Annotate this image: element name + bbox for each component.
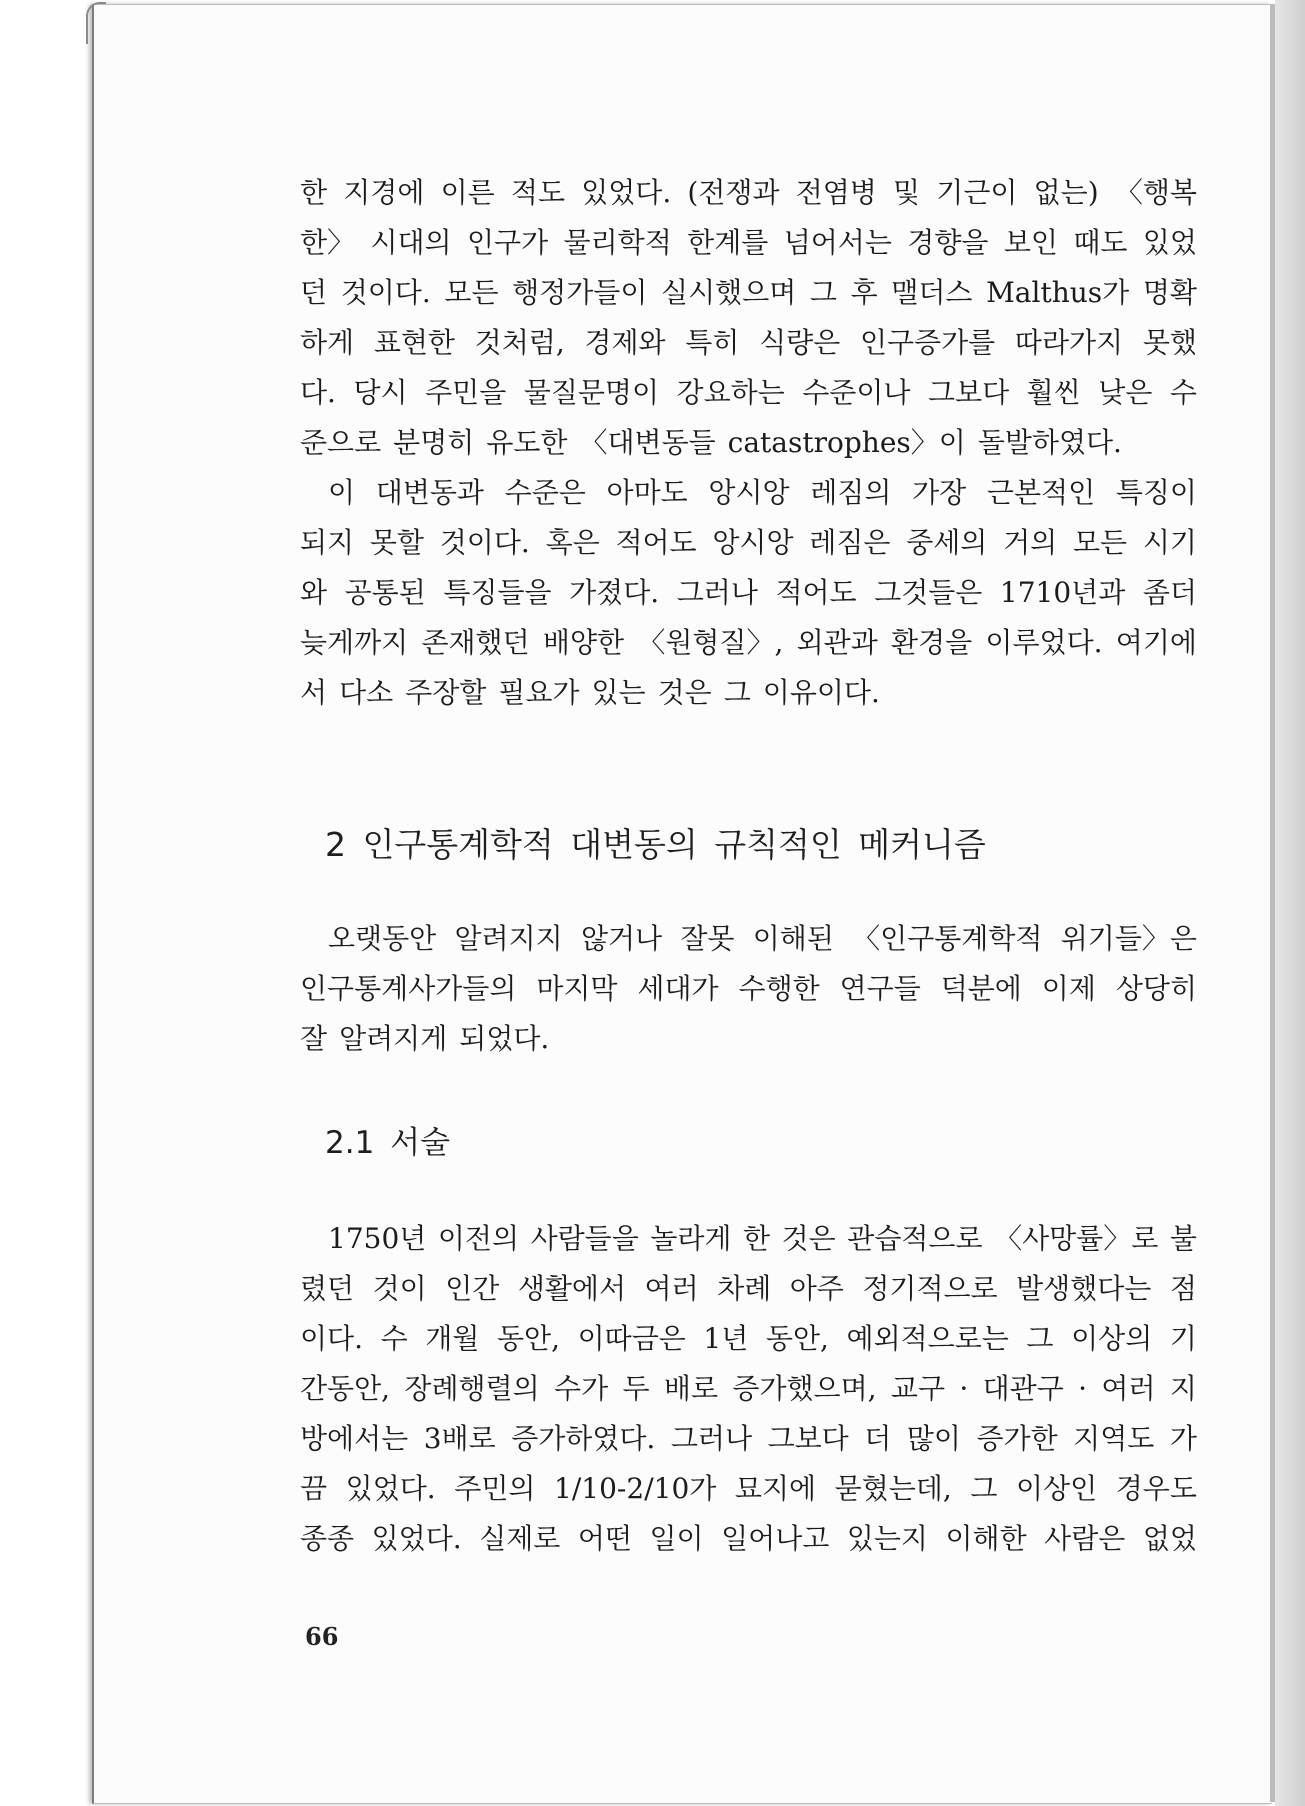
subsection-heading: 2.1 서술 — [325, 1125, 451, 1161]
text-line: 던 것이다. 모든 행정가들이 실시했으며 그 후 맬더스 Malthus가 명확 — [300, 276, 1197, 309]
text-line: 한〉 시대의 인구가 물리학적 한계를 넘어서는 경향을 보인 때도 있었 — [300, 226, 1197, 259]
text-line: 준으로 분명히 유도한 〈대변동들 catastrophes〉이 돌발하였다. — [300, 426, 1122, 459]
text-line: 인구통계사가들의 마지막 세대가 수행한 연구들 덕분에 이제 상당히 — [300, 972, 1197, 1005]
text-line: 되지 못할 것이다. 혹은 적어도 앙시앙 레짐은 중세의 거의 모든 시기 — [300, 526, 1197, 559]
text-line: 끔 있었다. 주민의 1/10-2/10가 묘지에 묻혔는데, 그 이상인 경우도 — [300, 1472, 1197, 1505]
text-line: 와 공통된 특징들을 가졌다. 그러나 적어도 그것들은 1710년과 좀더 — [300, 576, 1197, 609]
text-line: 서 다소 주장할 필요가 있는 것은 그 이유이다. — [300, 676, 880, 709]
text-line: 오랫동안 알려지지 않거나 잘못 이해된 〈인구통계학적 위기들〉은 — [328, 922, 1197, 955]
page-number: 66 — [305, 1622, 339, 1651]
text-line: 하게 표현한 것처럼, 경제와 특히 식량은 인구증가를 따라가지 못했 — [300, 326, 1197, 359]
text-line: 다. 당시 주민을 물질문명이 강요하는 수준이나 그보다 훨씬 낮은 수 — [300, 376, 1197, 409]
text-line: 종종 있었다. 실제로 어떤 일이 일어나고 있는지 이해한 사람은 없었 — [300, 1522, 1197, 1555]
page-corner-curl — [86, 2, 106, 44]
text-line: 이 대변동과 수준은 아마도 앙시앙 레짐의 가장 근본적인 특징이 — [328, 476, 1197, 509]
text-line: 한 지경에 이른 적도 있었다. (전쟁과 전염병 및 기근이 없는) 〈행복 — [300, 176, 1197, 209]
text-line: 간동안, 장례행렬의 수가 두 배로 증가했으며, 교구 · 대관구 · 여러 지 — [300, 1372, 1197, 1405]
scan-right-margin — [1275, 0, 1305, 1806]
page-right-edge — [1270, 4, 1275, 1802]
paragraph-1 — [300, 168, 1197, 468]
paragraph-4 — [300, 1214, 1197, 1564]
section-heading: 2 인구통계학적 대변동의 규칙적인 메커니즘 — [325, 825, 986, 864]
paragraph-3 — [300, 914, 1197, 1064]
text-line: 잘 알려지게 되었다. — [300, 1022, 550, 1055]
text-line: 이다. 수 개월 동안, 이따금은 1년 동안, 예외적으로는 그 이상의 기 — [300, 1322, 1197, 1355]
text-line: 렸던 것이 인간 생활에서 여러 차례 아주 정기적으로 발생했다는 점 — [300, 1272, 1197, 1305]
text-line: 늦게까지 존재했던 배양한 〈원형질〉, 외관과 환경을 이루었다. 여기에 — [300, 626, 1197, 659]
text-line: 1750년 이전의 사람들을 놀라게 한 것은 관습적으로 〈사망률〉로 불 — [328, 1222, 1197, 1255]
text-line: 방에서는 3배로 증가하였다. 그러나 그보다 더 많이 증가한 지역도 가 — [300, 1422, 1197, 1455]
paragraph-2 — [300, 468, 1197, 718]
